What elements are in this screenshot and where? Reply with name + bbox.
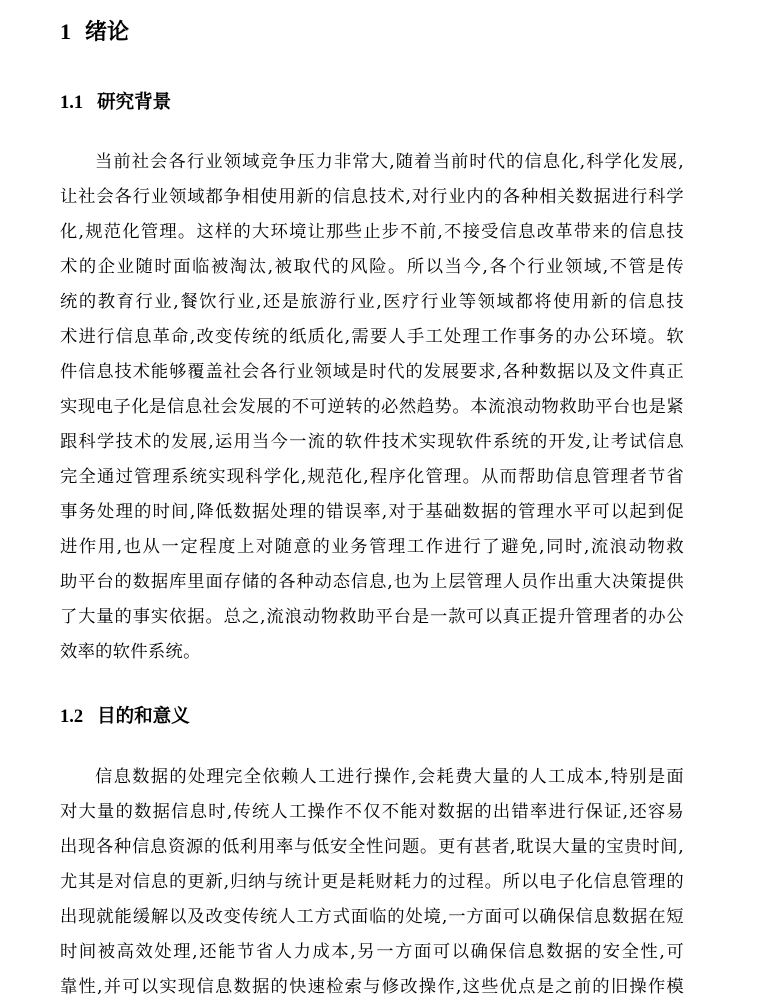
paragraph-research-background bbox=[60, 145, 684, 670]
paragraph-line: 实现电子化是信息社会发展的不可逆转的必然趋势。本流浪动物救助平台也是紧 bbox=[60, 397, 684, 417]
paragraph-line: 统的教育行业,餐饮行业,还是旅游行业,医疗行业等领域都将使用新的信息技 bbox=[60, 292, 684, 312]
paragraph-line: 件信息技术能够覆盖社会各行业领域是时代的发展要求,各种数据以及文件真正 bbox=[60, 362, 684, 382]
paragraph-line: 靠性,并可以实现信息数据的快速检索与修改操作,这些优点是之前的旧操作模 bbox=[60, 977, 684, 997]
paragraph-line: 当前社会各行业领域竞争压力非常大,随着当前时代的信息化,科学化发展, bbox=[95, 152, 684, 172]
paragraph-purpose-significance bbox=[60, 760, 684, 1005]
paragraph-line: 化,规范化管理。这样的大环境让那些止步不前,不接受信息改革带来的信息技 bbox=[60, 222, 684, 242]
paragraph-line: 出现各种信息资源的低利用率与低安全性问题。更有甚者,耽误大量的宝贵时间, bbox=[60, 837, 684, 857]
paragraph-line: 助平台的数据库里面存储的各种动态信息,也为上层管理人员作出重大决策提供 bbox=[60, 572, 684, 592]
section-title: 研究背景 bbox=[97, 92, 172, 113]
section-number: 1.2 bbox=[60, 707, 84, 727]
paragraph-line: 对大量的数据信息时,传统人工操作不仅不能对数据的出错率进行保证,还容易 bbox=[60, 802, 684, 822]
section-heading-1-2 bbox=[60, 703, 190, 731]
chapter-number: 1 bbox=[60, 19, 71, 44]
chapter-heading bbox=[60, 16, 129, 48]
paragraph-line: 术的企业随时面临被淘汰,被取代的风险。所以当今,各个行业领域,不管是传 bbox=[60, 257, 684, 277]
paragraph-line: 出现就能缓解以及改变传统人工方式面临的处境,一方面可以确保信息数据在短 bbox=[60, 907, 684, 927]
paragraph-line: 进作用,也从一定程度上对随意的业务管理工作进行了避免,同时,流浪动物救 bbox=[60, 537, 684, 557]
section-heading-1-1 bbox=[60, 89, 171, 117]
paragraph-line: 效率的软件系统。 bbox=[60, 642, 201, 662]
chapter-title: 绪论 bbox=[85, 19, 130, 45]
paragraph-line: 时间被高效处理,还能节省人力成本,另一方面可以确保信息数据的安全性,可 bbox=[60, 942, 684, 962]
section-title: 目的和意义 bbox=[97, 706, 190, 727]
paragraph-line: 信息数据的处理完全依赖人工进行操作,会耗费大量的人工成本,特别是面 bbox=[95, 767, 684, 787]
paragraph-line: 了大量的事实依据。总之,流浪动物救助平台是一款可以真正提升管理者的办公 bbox=[60, 607, 684, 627]
paragraph-line: 跟科学技术的发展,运用当今一流的软件技术实现软件系统的开发,让考试信息 bbox=[60, 432, 684, 452]
paragraph-line: 让社会各行业领域都争相使用新的信息技术,对行业内的各种相关数据进行科学 bbox=[60, 187, 684, 207]
paragraph-line: 术进行信息革命,改变传统的纸质化,需要人手工处理工作事务的办公环境。软 bbox=[60, 327, 684, 347]
paragraph-line: 事务处理的时间,降低数据处理的错误率,对于基础数据的管理水平可以起到促 bbox=[60, 502, 684, 522]
paragraph-line: 完全通过管理系统实现科学化,规范化,程序化管理。从而帮助信息管理者节省 bbox=[60, 467, 684, 487]
section-number: 1.1 bbox=[60, 93, 84, 113]
paragraph-line: 尤其是对信息的更新,归纳与统计更是耗财耗力的过程。所以电子化信息管理的 bbox=[60, 872, 684, 892]
